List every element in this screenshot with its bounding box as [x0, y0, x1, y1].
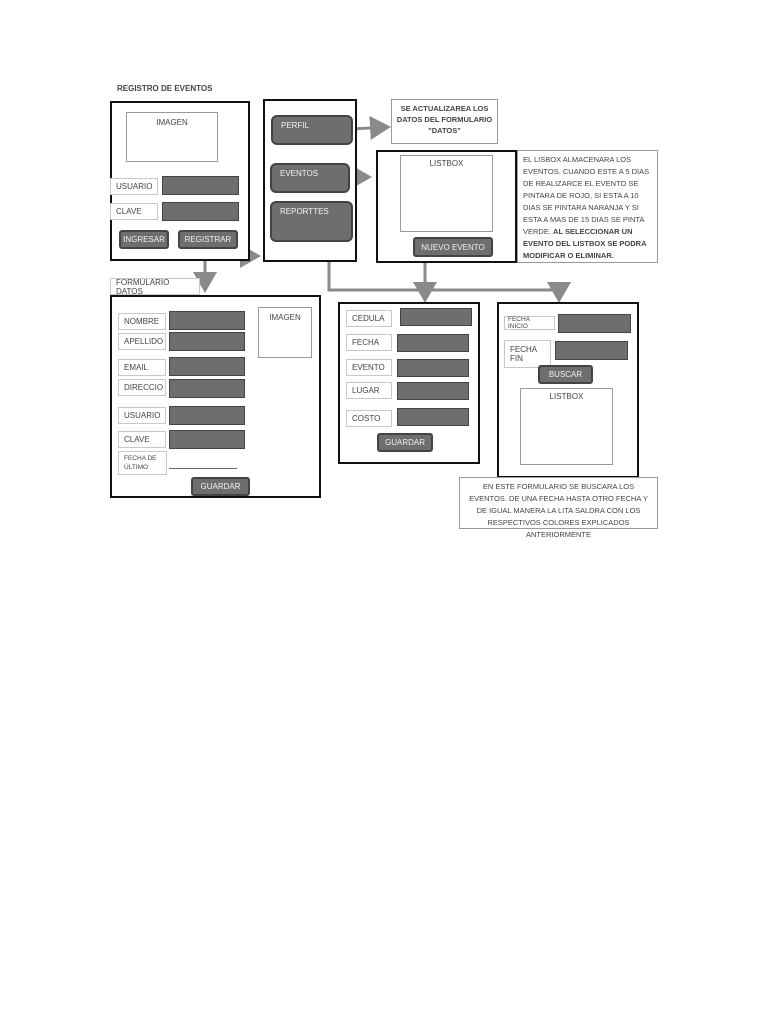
evento-field[interactable] [397, 359, 469, 377]
apellido-field[interactable] [169, 332, 245, 351]
perfil-note-text: SE ACTUALIZAREA LOS DATOS DEL FORMULARIO "DATOS" [396, 104, 493, 135]
lugar-field[interactable] [397, 382, 469, 400]
formulario-datos-caption: FORMULARIO DATOS [110, 278, 200, 295]
reporte-note-text: EN ESTE FORMULARIO SE BUSCARA LOS EVENTOS. DE UNA FECHA HASTA OTRO FECHA Y DE IGUAL MANERA LA LITA SALDRA CON LOS RESPECTIVOS COLORES EXPLICADOS ANTERIORMENTE [469, 482, 648, 539]
usuario-label: USUARIO [110, 178, 158, 195]
email-label: EMAIL [118, 359, 166, 376]
eventos-panel [376, 150, 517, 263]
reporte-form-panel [497, 302, 639, 478]
login-panel [110, 101, 250, 261]
perfil-button[interactable]: PERFIL [271, 115, 353, 145]
fecha-fin-field[interactable] [555, 341, 628, 360]
evento-label: EVENTO [346, 359, 392, 376]
nuevo-evento-button[interactable]: NUEVO EVENTO [413, 237, 493, 257]
diagram-title: REGISTRO DE EVENTOS [117, 84, 213, 93]
datos-usuario-field[interactable] [169, 406, 245, 425]
nombre-label: NOMBRE [118, 313, 166, 330]
lugar-label: LUGAR [346, 382, 392, 399]
reporte-listbox[interactable] [520, 388, 613, 465]
usuario-field[interactable] [162, 176, 239, 195]
reporte-listbox-label: LISTBOX [549, 392, 584, 401]
datos-clave-label: CLAVE [118, 431, 166, 448]
login-image-box [126, 112, 218, 162]
cedula-field[interactable] [400, 308, 472, 326]
eventos-listbox-label: LISTBOX [429, 159, 464, 168]
fecha-label: FECHA [346, 334, 392, 351]
costo-label: COSTO [346, 410, 392, 427]
apellido-label: APELLIDO [118, 333, 166, 350]
reportes-button[interactable]: REPORTTES [270, 201, 353, 242]
clave-label: CLAVE [110, 203, 158, 220]
fecha-inicio-label: FECHA INICIO [504, 316, 555, 330]
evento-form-panel [338, 302, 480, 464]
datos-image-label: IMAGEN [269, 313, 301, 322]
menu-panel [263, 99, 357, 262]
fecha-ultimo-line[interactable] [169, 468, 237, 469]
perfil-note [391, 99, 498, 144]
direccion-label: DIRECCIO [118, 379, 166, 396]
email-field[interactable] [169, 357, 245, 376]
fecha-fin-label: FECHA FIN [504, 340, 551, 368]
datos-image-box [258, 307, 312, 358]
cedula-label: CEDULA [346, 310, 392, 327]
fecha-ultimo-label: FECHA DE ÚLTIMO [118, 451, 167, 475]
reporte-note [459, 477, 658, 539]
fecha-field[interactable] [397, 334, 469, 352]
eventos-listbox[interactable] [400, 155, 493, 232]
listbox-note-bold: AL SELECCIONAR UN EVENTO DEL LISTBOX SE PODRA MODIFICAR O ELIMINAR. [523, 227, 647, 260]
login-image-label: IMAGEN [156, 118, 188, 127]
buscar-button[interactable]: BUSCAR [538, 365, 593, 384]
nombre-field[interactable] [169, 311, 245, 330]
eventos-button[interactable]: EVENTOS [270, 163, 350, 193]
registrar-button[interactable]: REGISTRAR [178, 230, 238, 249]
datos-guardar-button[interactable]: GUARDAR [191, 477, 250, 496]
evento-guardar-button[interactable]: GUARDAR [377, 433, 433, 452]
datos-panel [110, 295, 321, 498]
costo-field[interactable] [397, 408, 469, 426]
ingresar-button[interactable]: INGRESAR [119, 230, 169, 249]
listbox-note [517, 150, 658, 263]
direccion-field[interactable] [169, 379, 245, 398]
clave-field[interactable] [162, 202, 239, 221]
listbox-note-text: EL LISBOX ALMACENARA LOS EVENTOS. CUANDO ESTE A 5 DIAS DE REALIZARCE EL EVENTO SE PINTARA DE ROJO, SI ESTA A 10 DIAS SE PINTARA NARANJA Y SI ESTA A MAS DE 15 DIAS SE PINTA VERDE. [523, 155, 650, 236]
fecha-inicio-field[interactable] [558, 314, 631, 333]
datos-clave-field[interactable] [169, 430, 245, 449]
datos-usuario-label: USUARIO [118, 407, 166, 424]
